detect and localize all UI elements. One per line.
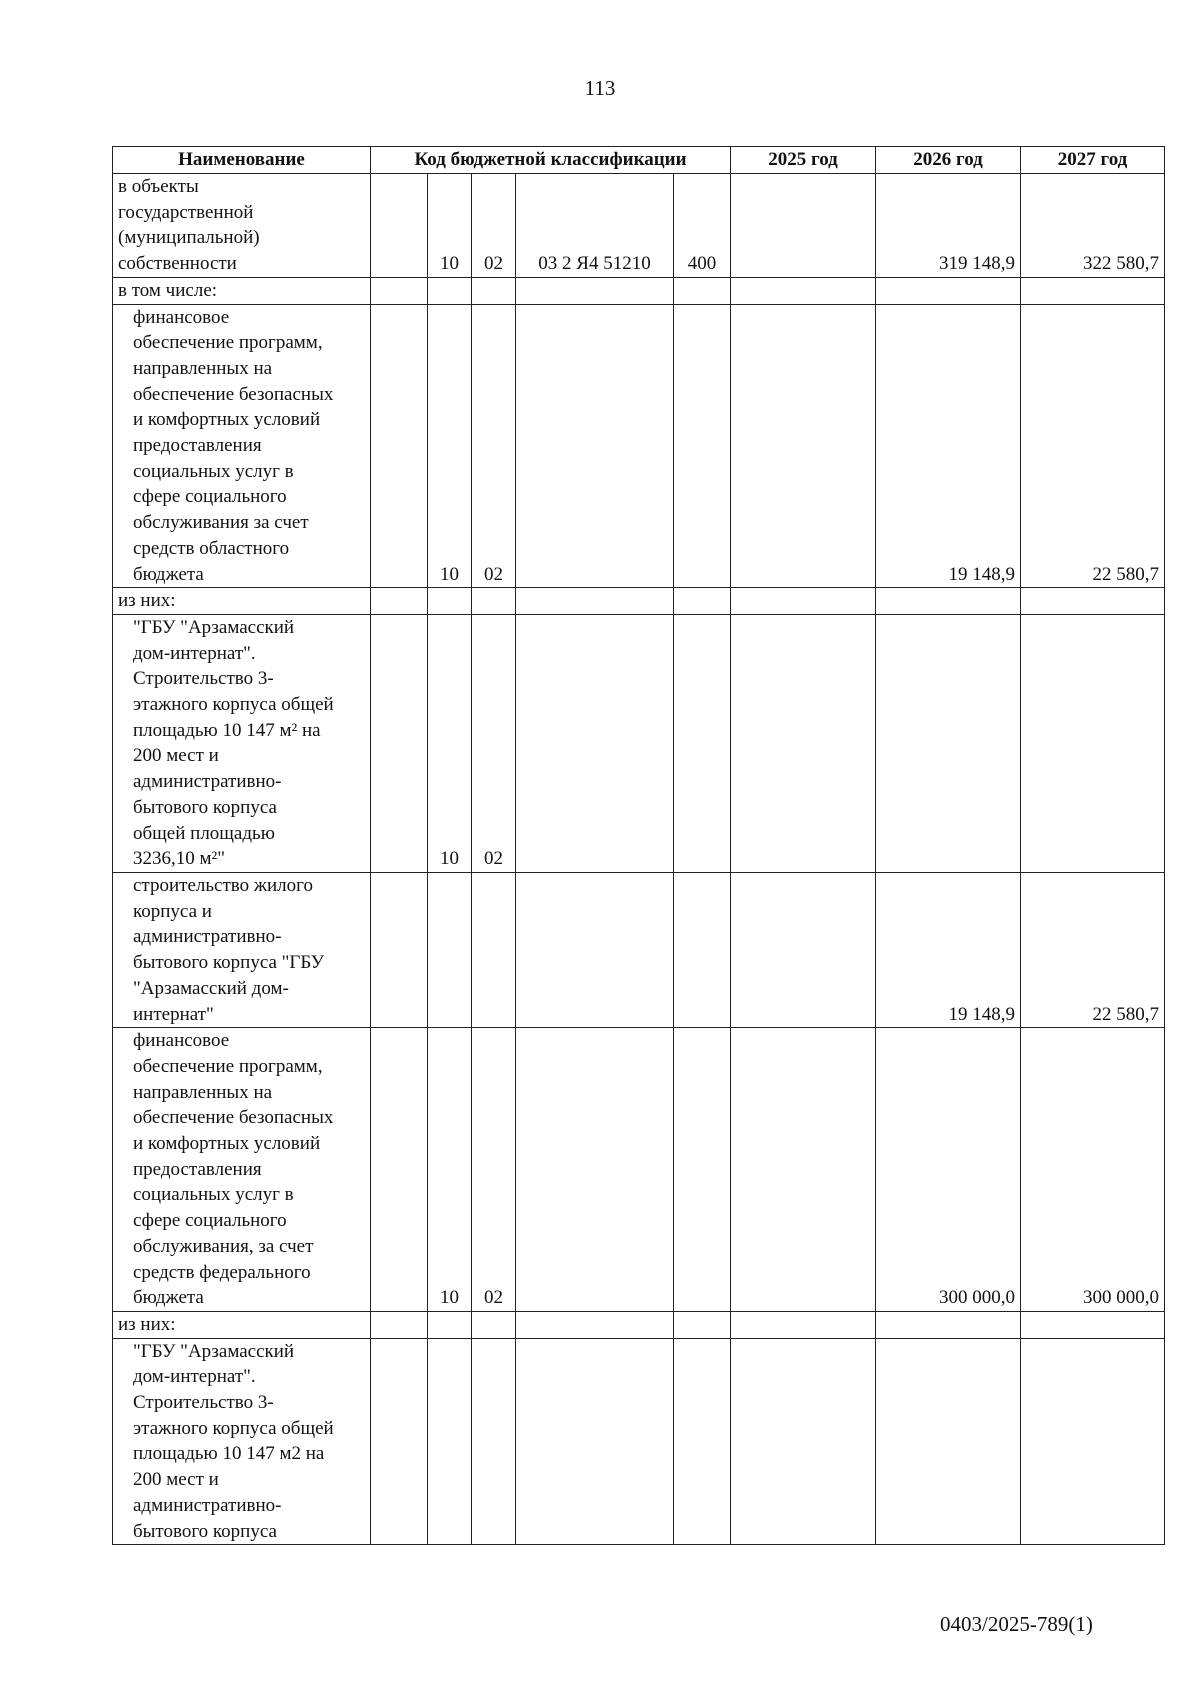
row-name: из них: — [113, 1311, 371, 1338]
code-blank — [371, 1028, 428, 1312]
code-subsection — [472, 1311, 516, 1338]
code-blank — [371, 614, 428, 872]
table-row — [113, 588, 1165, 615]
code-section: 10 — [428, 1028, 472, 1312]
code-subsection: 02 — [472, 1028, 516, 1312]
value-2026: 19 148,9 — [876, 872, 1021, 1027]
code-blank — [371, 1338, 428, 1545]
value-2027 — [1021, 614, 1165, 872]
code-section — [428, 1311, 472, 1338]
code-section — [428, 277, 472, 304]
value-2026: 300 000,0 — [876, 1028, 1021, 1312]
code-blank — [371, 277, 428, 304]
table-row — [113, 1338, 1165, 1545]
code-expense-type — [674, 304, 731, 588]
code-blank — [371, 1311, 428, 1338]
code-section: 10 — [428, 614, 472, 872]
row-name: "ГБУ "Арзамасский дом-интернат". Строительство 3- этажного корпуса общей площадью 10 147 м2 на 200 мест и административно- бытового корпуса — [113, 1338, 371, 1545]
value-2026: 319 148,9 — [876, 174, 1021, 278]
code-expense-type — [674, 1311, 731, 1338]
value-2026 — [876, 614, 1021, 872]
row-name: финансовое обеспечение программ, направленных на обеспечение безопасных и комфортных условий предоставления социальных услуг в сфере социального обслуживания, за счет средств федерального бюджета — [113, 1028, 371, 1312]
value-2025 — [731, 588, 876, 615]
header-code: Код бюджетной классификации — [371, 147, 731, 174]
header-row — [113, 147, 1165, 174]
code-target-item — [516, 1311, 674, 1338]
code-section — [428, 872, 472, 1027]
value-2026 — [876, 588, 1021, 615]
code-subsection: 02 — [472, 174, 516, 278]
code-target-item — [516, 1338, 674, 1545]
code-target-item — [516, 277, 674, 304]
code-subsection — [472, 588, 516, 615]
row-name: из них: — [113, 588, 371, 615]
row-name: "ГБУ "Арзамасский дом-интернат". Строительство 3- этажного корпуса общей площадью 10 147 м² на 200 мест и административно- бытового корпуса общей площадью 3236,10 м²" — [113, 614, 371, 872]
code-expense-type — [674, 614, 731, 872]
code-target-item: 03 2 Я4 51210 — [516, 174, 674, 278]
code-target-item — [516, 872, 674, 1027]
table-row — [113, 872, 1165, 1027]
table-row — [113, 1028, 1165, 1312]
header-name: Наименование — [113, 147, 371, 174]
code-expense-type — [674, 872, 731, 1027]
code-target-item — [516, 614, 674, 872]
code-section — [428, 588, 472, 615]
budget-table — [112, 146, 1165, 1545]
table-row — [113, 304, 1165, 588]
header-2026: 2026 год — [876, 147, 1021, 174]
value-2027 — [1021, 277, 1165, 304]
code-target-item — [516, 304, 674, 588]
code-expense-type — [674, 588, 731, 615]
row-name: финансовое обеспечение программ, направленных на обеспечение безопасных и комфортных условий предоставления социальных услуг в сфере социального обслуживания за счет средств областного бюджета — [113, 304, 371, 588]
value-2027: 322 580,7 — [1021, 174, 1165, 278]
value-2025 — [731, 304, 876, 588]
value-2026: 19 148,9 — [876, 304, 1021, 588]
code-expense-type — [674, 277, 731, 304]
value-2026 — [876, 1338, 1021, 1545]
value-2027 — [1021, 1311, 1165, 1338]
value-2025 — [731, 1311, 876, 1338]
code-section: 10 — [428, 304, 472, 588]
table-row — [113, 277, 1165, 304]
value-2026 — [876, 277, 1021, 304]
value-2027 — [1021, 1338, 1165, 1545]
table-row — [113, 174, 1165, 278]
value-2027: 22 580,7 — [1021, 872, 1165, 1027]
code-section: 10 — [428, 174, 472, 278]
code-target-item — [516, 1028, 674, 1312]
page-number: 113 — [584, 76, 616, 100]
code-subsection — [472, 277, 516, 304]
value-2025 — [731, 614, 876, 872]
code-expense-type — [674, 1338, 731, 1545]
value-2026 — [876, 1311, 1021, 1338]
row-name: в том числе: — [113, 277, 371, 304]
table-row — [113, 1311, 1165, 1338]
value-2025 — [731, 277, 876, 304]
value-2027: 22 580,7 — [1021, 304, 1165, 588]
code-expense-type: 400 — [674, 174, 731, 278]
table-body — [113, 174, 1165, 1545]
value-2025 — [731, 1338, 876, 1545]
code-subsection — [472, 872, 516, 1027]
code-subsection: 02 — [472, 304, 516, 588]
value-2025 — [731, 174, 876, 278]
code-section — [428, 1338, 472, 1545]
code-blank — [371, 588, 428, 615]
value-2027 — [1021, 588, 1165, 615]
value-2025 — [731, 872, 876, 1027]
code-blank — [371, 174, 428, 278]
document-registration-code: 0403/2025-789(1) — [940, 1612, 1093, 1636]
header-2027: 2027 год — [1021, 147, 1165, 174]
header-2025: 2025 год — [731, 147, 876, 174]
row-name: в объекты государственной (муниципальной) собственности — [113, 174, 371, 278]
code-blank — [371, 304, 428, 588]
code-expense-type — [674, 1028, 731, 1312]
code-target-item — [516, 588, 674, 615]
row-name: строительство жилого корпуса и административно- бытового корпуса "ГБУ "Арзамасский дом- интернат" — [113, 872, 371, 1027]
value-2025 — [731, 1028, 876, 1312]
value-2027: 300 000,0 — [1021, 1028, 1165, 1312]
code-blank — [371, 872, 428, 1027]
code-subsection: 02 — [472, 614, 516, 872]
table-row — [113, 614, 1165, 872]
code-subsection — [472, 1338, 516, 1545]
